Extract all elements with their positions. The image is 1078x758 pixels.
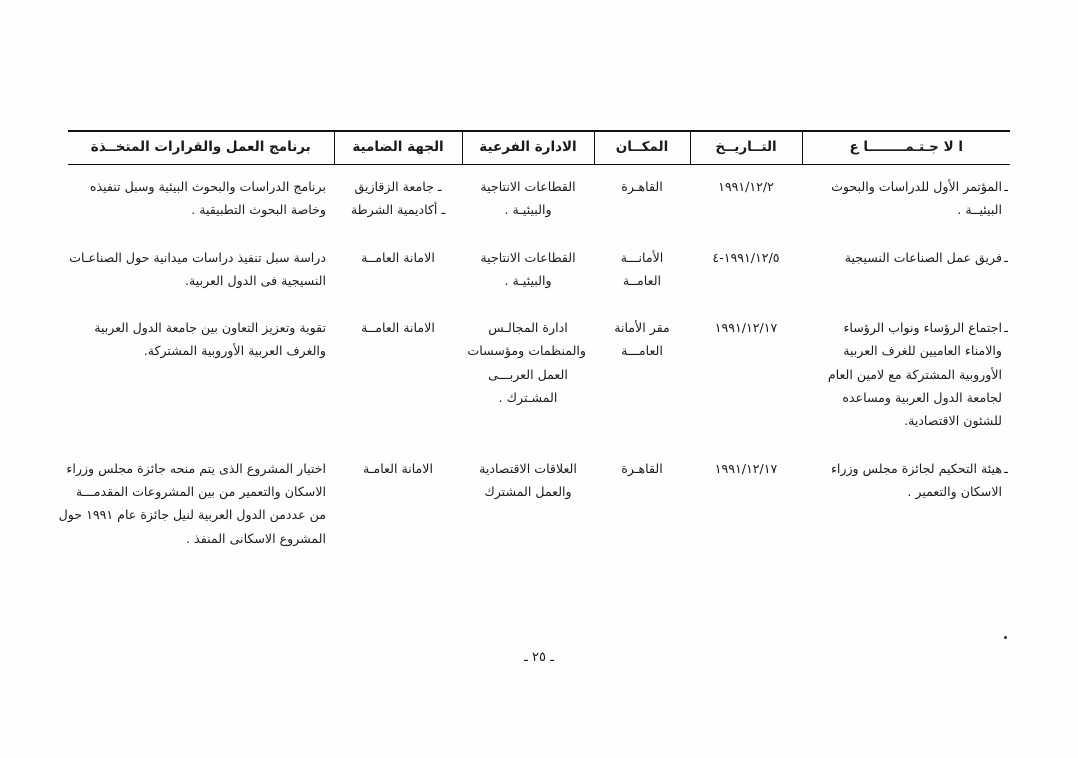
- subadmin-line: والبيئيـة .: [504, 272, 552, 288]
- place-line: الأمانـــة: [620, 249, 664, 265]
- subadmin-line: والمنظمات ومؤسسات: [467, 343, 586, 359]
- table-body: [58, 165, 1010, 708]
- column-header-host: الجهة الضامية: [334, 131, 462, 165]
- meeting-line: للشئون الاقتصادية.: [904, 413, 1002, 429]
- table-row-spacer: [68, 564, 1010, 708]
- cell-program: [68, 165, 334, 236]
- table-row: [68, 306, 1010, 446]
- date-line: ١٩٩١/١٢/٢: [718, 179, 774, 194]
- host-line: الامانة العامـة: [363, 460, 433, 476]
- column-header-subadmin: الادارة الفرعية: [462, 131, 594, 165]
- meeting-line: المؤتمر الأول للدراسات والبحوث: [831, 179, 1002, 194]
- program-line: وخاصة البحوث التطبيقية .: [191, 202, 326, 218]
- cell-program: [68, 236, 334, 307]
- program-line: الاسكان والتعمير من بين المشروعات المقدمـــة: [75, 483, 326, 499]
- date-line: ١٩٩١/١٢/٥-٤: [712, 249, 780, 265]
- program-line: تقوية وتعزيز التعاون بين جامعة الدول العربية: [94, 320, 326, 336]
- row-dash-marker: ـ: [1004, 249, 1008, 265]
- date-line: ١٩٩١/١٢/١٧: [714, 460, 778, 476]
- subadmin-line: والعمل المشترك: [484, 483, 572, 499]
- cell-meeting: [802, 165, 1010, 236]
- cell-meeting: [802, 306, 1010, 446]
- column-header-program: برنامج العمل والقرارات المتخــذة: [68, 131, 334, 165]
- cell-place: [594, 236, 690, 307]
- program-line: والغرف العربية الأوروبية المشتركة.: [143, 343, 326, 359]
- table-row: [68, 236, 1010, 307]
- table-row: [68, 165, 1010, 236]
- column-header-meeting: ا لا جـتـمــــــــا ع: [802, 131, 1010, 165]
- column-header-place: المكــان: [594, 131, 690, 165]
- place-line: القاهـرة: [621, 179, 663, 194]
- program-line: النسيجية فى الدول العربية.: [185, 272, 326, 288]
- cell-subadmin: [462, 447, 594, 564]
- meeting-line: البيئيــة .: [957, 202, 1002, 218]
- subadmin-line: القطاعات الانتاجية: [480, 179, 576, 194]
- meetings-table-container: [58, 130, 1010, 708]
- cell-subadmin: [462, 236, 594, 307]
- cell-spacer: [68, 564, 334, 708]
- cell-place: [594, 165, 690, 236]
- meetings-table: [58, 130, 1010, 708]
- program-line: المشروع الاسكانى المنفذ .: [186, 530, 326, 546]
- host-line: ـ جامعة الزقازيق: [354, 179, 442, 194]
- table-header: [68, 131, 1010, 165]
- program-line: اختيار المشروع الذى يتم منحه جائزة مجلس وزراء: [66, 460, 326, 476]
- place-line: مقر الأمانة: [614, 320, 670, 336]
- cell-place: [594, 447, 690, 564]
- subadmin-line: العلاقات الاقتصادية: [479, 460, 577, 476]
- cell-meeting: [802, 236, 1010, 307]
- cell-date: [690, 447, 802, 564]
- place-line: العامــة: [622, 272, 662, 288]
- cell-spacer: [802, 564, 1010, 708]
- meeting-line: اجتماع الرؤساء ونواب الرؤساء: [843, 320, 1002, 336]
- place-line: العامـــة: [621, 343, 663, 359]
- host-line: الامانة العامــة: [361, 249, 435, 265]
- meeting-line: الاسكان والتعمير .: [907, 483, 1002, 499]
- cell-spacer: [334, 564, 462, 708]
- subadmin-line: والبيئيـة .: [504, 202, 552, 218]
- cell-date: [690, 306, 802, 446]
- date-line: ١٩٩١/١٢/١٧: [714, 320, 778, 336]
- cell-subadmin: [462, 306, 594, 446]
- cell-subadmin: [462, 165, 594, 236]
- row-dash-marker: ـ: [1004, 460, 1008, 476]
- cell-date: [690, 236, 802, 307]
- meeting-line: الأوروبية المشتركة مع لامين العام: [827, 366, 1002, 382]
- table-row: [68, 447, 1010, 564]
- page-number: ـ ٢٥ ـ: [524, 650, 554, 665]
- cell-date: [690, 165, 802, 236]
- table-header-row: [68, 131, 1010, 165]
- cell-spacer: [462, 564, 594, 708]
- column-header-date: التــاريــخ: [690, 131, 802, 165]
- cell-place: [594, 306, 690, 446]
- cell-host: [334, 447, 462, 564]
- subadmin-line: القطاعات الانتاجية: [480, 249, 576, 265]
- page-corner-mark: [1004, 636, 1007, 639]
- host-line: ـ أكاديمية الشرطة: [350, 202, 446, 218]
- program-line: برنامج الدراسات والبحوث البيئية وسبل تنفيذه: [89, 179, 326, 194]
- meeting-line: هيئة التحكيم لجائزة مجلس وزراء: [830, 460, 1002, 476]
- program-line: من عددمن الدول العربية لنيل جائزة عام ١٩٩١ حول: [58, 507, 326, 523]
- meeting-line: والامناء العاميين للغرف العربية: [843, 343, 1002, 359]
- meeting-line: فريق عمل الصناعات النسيجية: [844, 249, 1002, 265]
- cell-meeting: [802, 447, 1010, 564]
- place-line: القاهـرة: [621, 460, 663, 476]
- subadmin-line: العمل العربـــى: [488, 366, 568, 382]
- cell-host: [334, 165, 462, 236]
- row-dash-marker: ـ: [1004, 320, 1008, 336]
- cell-spacer: [594, 564, 690, 708]
- cell-spacer: [690, 564, 802, 708]
- cell-host: [334, 306, 462, 446]
- cell-program: [68, 306, 334, 446]
- host-line: الامانة العامــة: [361, 320, 435, 336]
- program-line: دراسة سبل تنفيذ دراسات ميدانية حول الصناعـات: [69, 249, 326, 265]
- cell-host: [334, 236, 462, 307]
- cell-program: [58, 447, 334, 564]
- row-dash-marker: ـ: [1004, 179, 1008, 194]
- subadmin-line: ادارة المجالـس: [488, 320, 568, 336]
- meeting-line: لجامعة الدول العربية ومساعده: [842, 390, 1002, 406]
- subadmin-line: المشـترك .: [498, 390, 558, 406]
